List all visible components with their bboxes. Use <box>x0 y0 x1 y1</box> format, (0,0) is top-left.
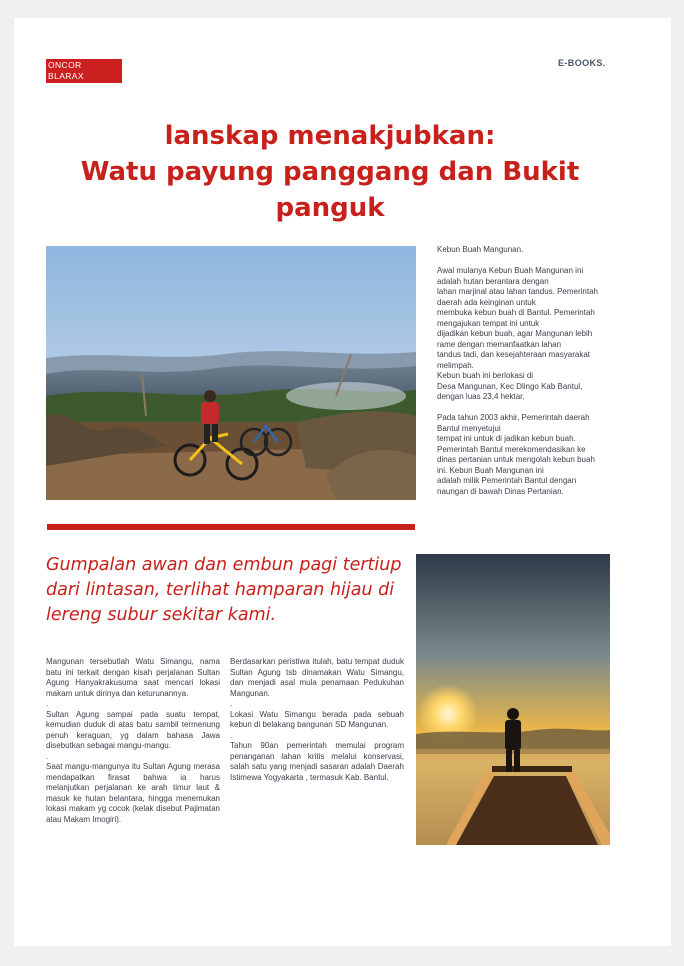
ebooks-label: E-BOOKS. <box>558 58 606 68</box>
photo-sunrise-person <box>416 554 610 845</box>
body-column-2 <box>230 657 404 783</box>
brand-text: ONCOR BLARAX <box>48 60 84 81</box>
body-paragraph: Berdasarkan peristiwa itulah, batu tempat duduk Sultan Agung tsb dinamakan Watu Simangu, dan menjadi asal mula penamaan Pedukuhan Mangunan. . Lokasi Watu Simangu berada pada sebuah kebun di belakang bangunan SD Mangunan. . Tahun 90an pemerintah memulai program penanganan lahan kritis melalui konservasi, salah satu yang menjadi sasaran adalah Daerah Istimewa Yogyakarta , termasuk Kab. Bantul. <box>230 657 404 782</box>
side-paragraph: Kebun Buah Mangunan. Awal mulanya Kebun Buah Mangunan ini adalah hutan berantara dengan lahan marjinal atau lahan tandus. Pemerintah daerah ada keinginan untuk membuka kebun buah di Bantul. Pemerintah mengajukan tempat ini untuk dijadikan kebun buah, agar Mangunan lebih rame dengan memanfaatkan lahan tandus tadi, dan kesejahteraan masyarakat melimpah. Kebun buah ini berlokasi di Desa Mangunan, Kec Dlingo Kab Bantul, dengan luas 23,4 hektar. Pada tahun 2003 akhir, Pemerintah daerah Bantul menyetujui tempat ini untuk di jadikan kebun buah. Pemerintah Bantul merekomendasikan ke dinas pertanian untuk mengolah kebun buah ini. Kebun Buah Mangunan ini adalah milik Pemerintah Bantul dengan naungan di bawah Dinas Pertanian. <box>437 245 598 496</box>
brand-logo <box>46 59 122 83</box>
body-paragraph: Mangunan tersebutlah Watu Simangu, nama batu ini terkait dengan kisah perjalanan Sultan Agung Hanyakrakusuma saat mencari lokasi makam untuk dirinya dan keturunannya. . Sultan Agung sampai pada suatu tempat, kemudian duduk di atas batu sambil termenung penuh keraguan, yg dalam bahasa Jawa disebutkan sebagai mangu-mangu. . Saat mangu-mangunya itu Sultan Agung merasa mendapatkan firasat bahwa ia harus melanjutkan perjalanan ke arah timur laut & masuk ke hutan belantara, hingga menemukan lokasi makam yg cocok (kelak disebut Pajimatan atau Makam Imogiri). <box>46 657 220 824</box>
pull-quote: Gumpalan awan dan embun pagi tertiup dari lintasan, terlihat hamparan hijau di lereng subur sekitar kami. <box>46 555 402 625</box>
page-title: lanskap menakjubkan: Watu payung panggang dan Bukit panguk <box>80 121 580 223</box>
body-column-1 <box>46 657 220 825</box>
photo-cyclists <box>46 246 416 500</box>
side-article-text <box>437 245 615 497</box>
divider-rule <box>47 524 415 530</box>
